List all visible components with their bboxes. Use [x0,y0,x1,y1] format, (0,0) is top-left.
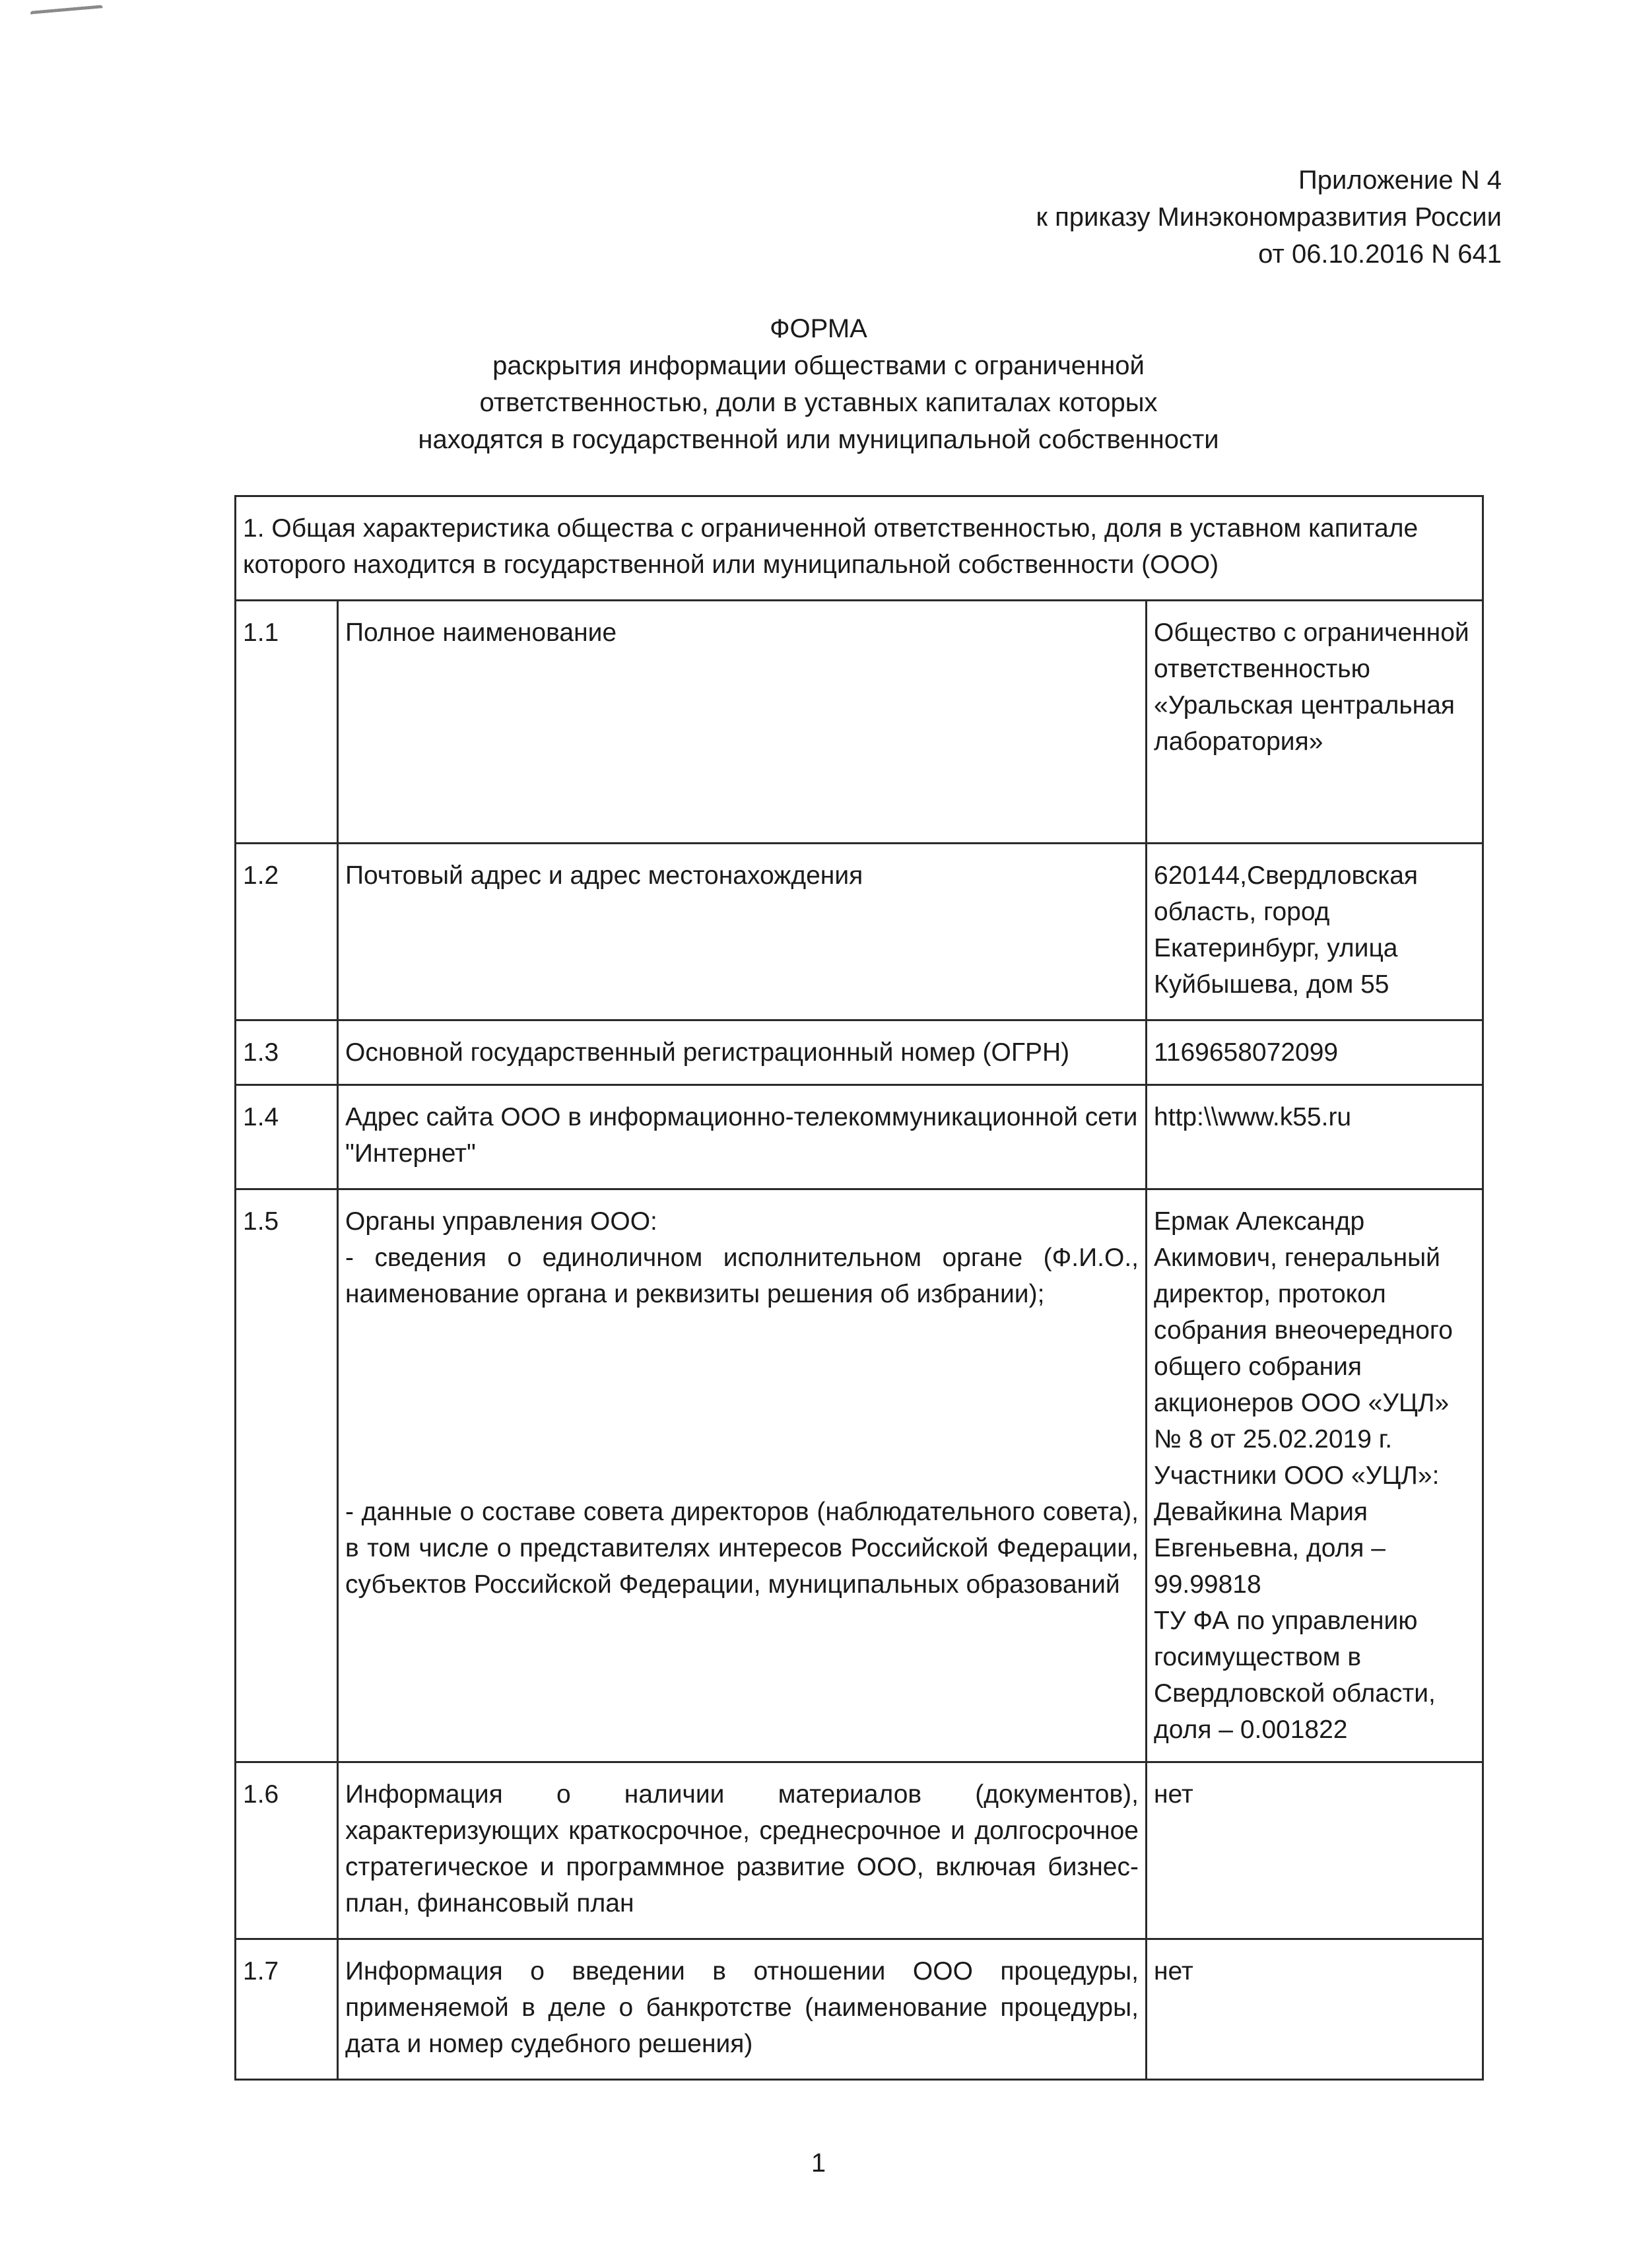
section-header: 1. Общая характеристика общества с ограниченной ответственностью, доля в уставном капитале которого находится в государственной или муниципальной собственности (ООО) [236,496,1483,601]
row-number: 1.4 [236,1085,338,1189]
form-subtitle-line-3: находятся в государственной или муниципальной собственности [418,425,1219,454]
form-subtitle-line-1: раскрытия информации обществами с ограниченной [492,351,1145,380]
row-value [1147,1189,1483,1762]
row-label: Основной государственный регистрационный номер (ОГРН) [338,1020,1147,1085]
management-title: Органы управления ООО: [345,1207,657,1236]
row-label: Адрес сайта ООО в информационно-телекоммуникационной сети "Интернет" [338,1085,1147,1189]
form-heading: ФОРМА [770,314,867,343]
table-row [236,601,1483,844]
row-number: 1.5 [236,1189,338,1762]
row-number: 1.3 [236,1020,338,1085]
row-value: 620144,Свердловская область, город Екатеринбург, улица Куйбышева, дом 55 [1147,844,1483,1020]
participant-2: ТУ ФА по управлению госимуществом в Свердловской области, доля – 0.001822 [1154,1607,1436,1744]
row-label: Полное наименование [338,601,1147,844]
scan-pen-mark [30,5,104,20]
table-row [236,1085,1483,1189]
table-row [236,1762,1483,1939]
table-row [236,844,1483,1020]
row-value: 1169658072099 [1147,1020,1483,1085]
section-header-row [236,496,1483,601]
spacer [345,1312,1139,1494]
disclosure-table [234,495,1484,2081]
row-value: нет [1147,1939,1483,2080]
row-value: Общество с ограниченной ответственностью «Уральская центральная лаборатория» [1147,601,1483,844]
table-row [236,1939,1483,2080]
row-number: 1.2 [236,844,338,1020]
participant-1: Девайкина Мария Евгеньевна, доля – 99.99818 [1154,1498,1386,1599]
board-composition-label: - данные о составе совета директоров (наблюдательного совета), в том числе о представителях интересов Российской Федерации, субъектов Российской Федерации, муниципальных образований [345,1498,1139,1599]
row-value-website: http:\\www.k55.ru [1147,1085,1483,1189]
row-number: 1.6 [236,1762,338,1939]
table-row [236,1020,1483,1085]
row-label: Информация о наличии материалов (документов), характеризующих краткосрочное, среднесрочное и долгосрочное стратегическое и программное развитие ООО, включая бизнес-план, финансовый план [338,1762,1147,1939]
participants-heading: Участники ООО «УЦЛ»: [1154,1461,1440,1490]
row-number: 1.1 [236,601,338,844]
appendix-line-1: Приложение N 4 [1298,166,1502,195]
page-number: 1 [811,2149,826,2178]
appendix-line-3: от 06.10.2016 N 641 [1258,240,1502,269]
row-value: нет [1147,1762,1483,1939]
row-label: Информация о введении в отношении ООО процедуры, применяемой в деле о банкротстве (наименование процедуры, дата и номер судебного решения) [338,1939,1147,2080]
appendix-line-2: к приказу Минэкономразвития России [1036,203,1502,232]
row-label [338,1189,1147,1762]
form-subtitle-line-2: ответственностью, доли в уставных капиталах которых [479,388,1158,417]
row-number: 1.7 [236,1939,338,2080]
executive-body-value: Ермак Александр Акимович, генеральный директор, протокол собрания внеочередного общего собрания акционеров ООО «УЦЛ» № 8 от 25.02.2019 г. [1154,1207,1453,1453]
appendix-reference [1036,162,1502,273]
form-title [0,310,1637,458]
executive-body-label: - сведения о единоличном исполнительном органе (Ф.И.О., наименование органа и реквизиты решения об избрании); [345,1244,1139,1308]
row-label: Почтовый адрес и адрес местонахождения [338,844,1147,1020]
table-row [236,1189,1483,1762]
